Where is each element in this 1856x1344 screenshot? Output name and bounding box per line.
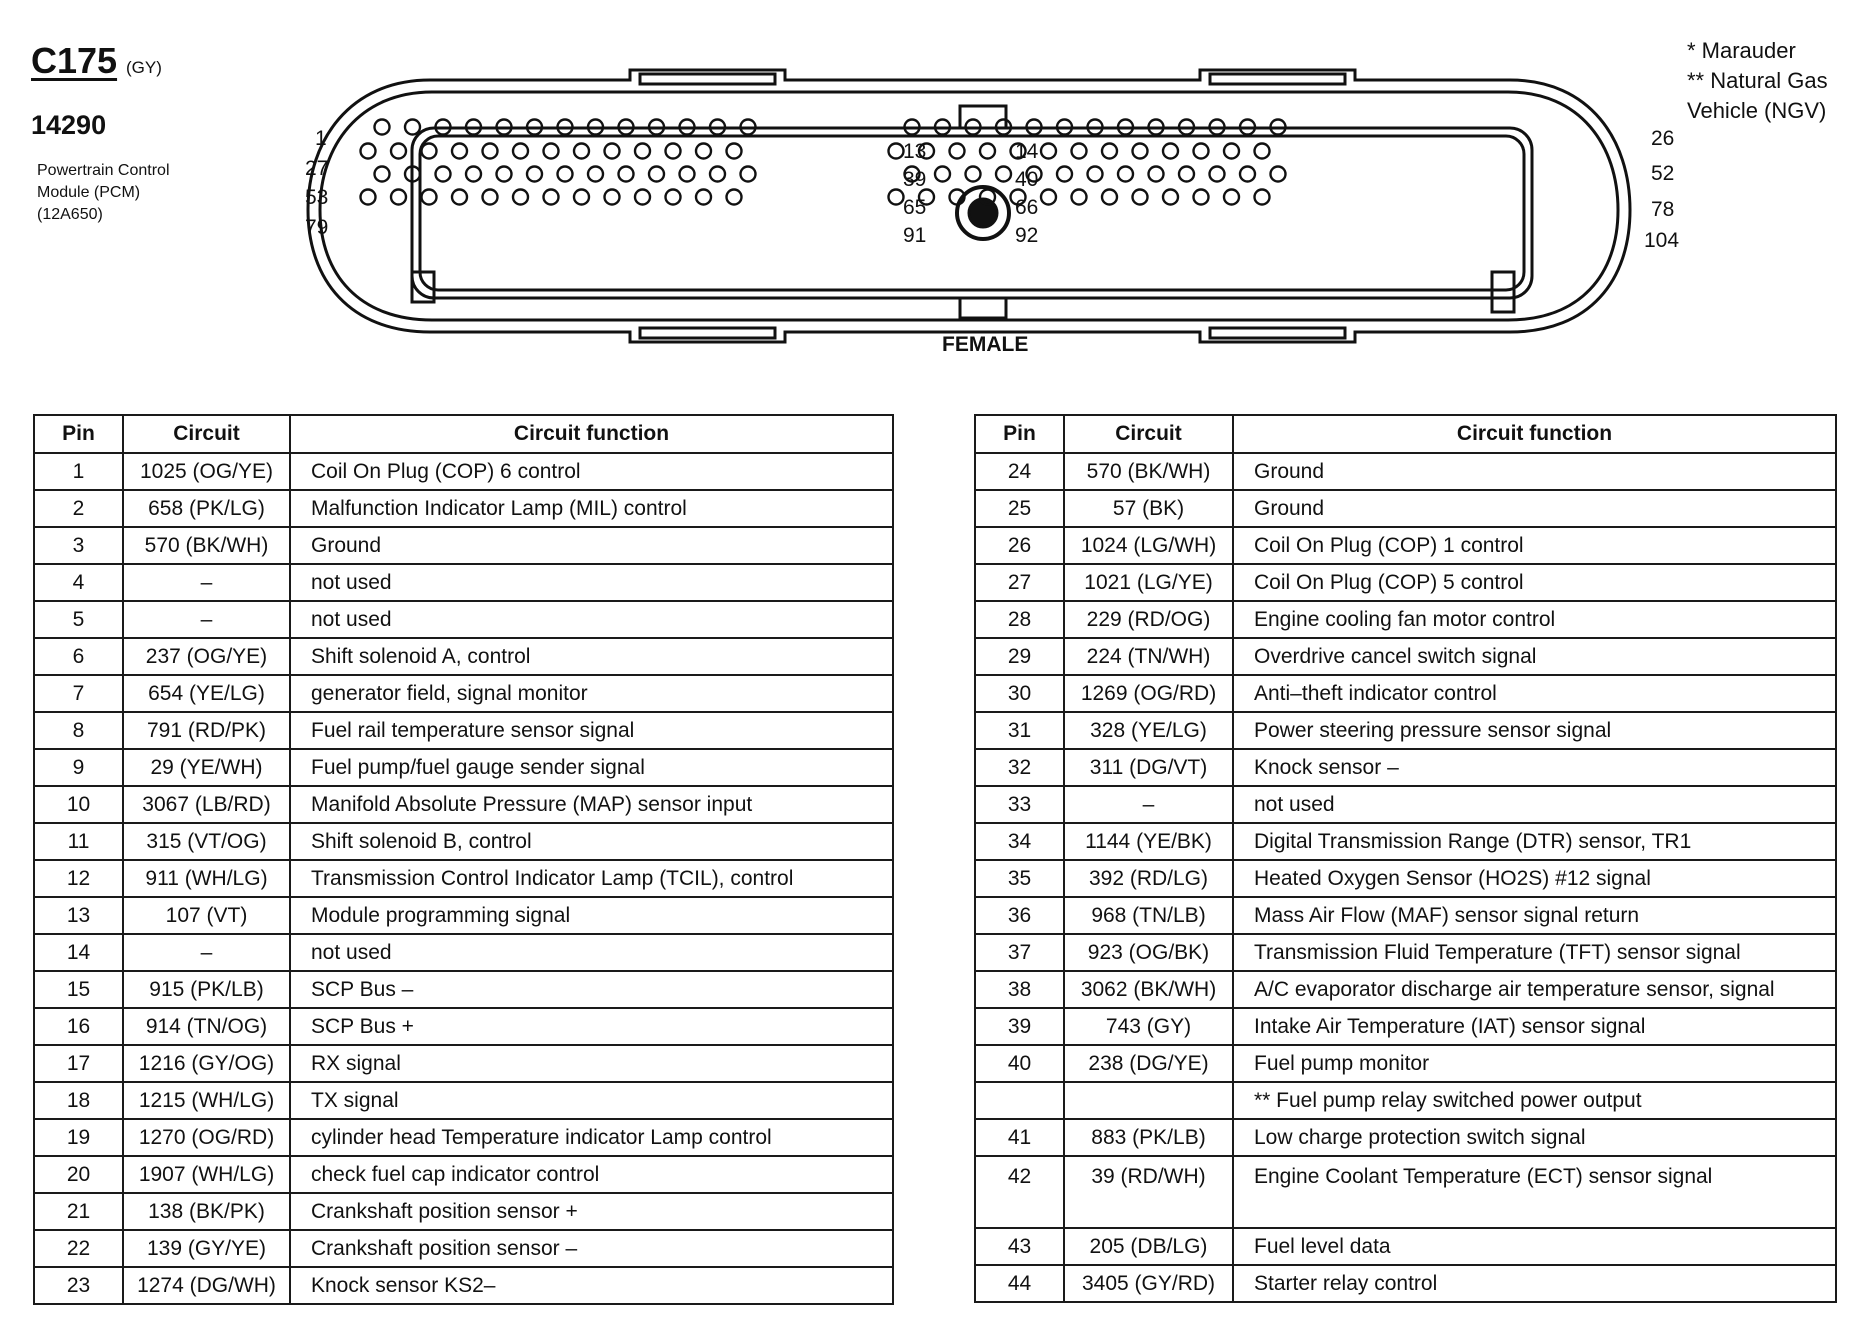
table-row (975, 934, 1836, 971)
circuit-cell: 238 (DG/YE) (1064, 1045, 1233, 1082)
circuit-cell: 1216 (GY/OG) (123, 1045, 290, 1082)
pin-cell: 5 (34, 601, 123, 638)
pin-cell: 29 (975, 638, 1064, 675)
circuit-cell: 658 (PK/LG) (123, 490, 290, 527)
table-row (34, 934, 893, 971)
table-row (975, 1008, 1836, 1045)
function-cell: A/C evaporator discharge air temperature sensor, signal (1233, 971, 1836, 1008)
function-cell: Coil On Plug (COP) 1 control (1233, 527, 1836, 564)
pin-cavity (1149, 167, 1164, 182)
pin-cavity (422, 144, 437, 159)
circuit-cell: 1025 (OG/YE) (123, 453, 290, 490)
pin-cavity (1088, 167, 1103, 182)
function-cell: Ground (1233, 453, 1836, 490)
circuit-cell: 328 (YE/LG) (1064, 712, 1233, 749)
pin-cavity (1041, 144, 1056, 159)
pin-cell: 4 (34, 564, 123, 601)
function-cell: ** Fuel pump relay switched power output (1233, 1082, 1836, 1119)
table-row (975, 638, 1836, 675)
header-circuit-function: Circuit function (1233, 415, 1836, 453)
pin-cell: 19 (34, 1119, 123, 1156)
function-cell: not used (290, 564, 893, 601)
function-cell: Knock sensor – (1233, 749, 1836, 786)
pin-label-52: 52 (1651, 162, 1675, 185)
pin-cell: 43 (975, 1228, 1064, 1265)
pin-cavities (361, 120, 1286, 205)
pin-cavity (1072, 144, 1087, 159)
function-cell: Fuel level data (1233, 1228, 1836, 1265)
connector-shell (308, 70, 1630, 342)
circuit-cell: 138 (BK/PK) (123, 1193, 290, 1230)
function-cell: Ground (1233, 490, 1836, 527)
table-row (975, 971, 1836, 1008)
pin-cavity (436, 167, 451, 182)
function-cell: Anti–theft indicator control (1233, 675, 1836, 712)
table-row (975, 897, 1836, 934)
table-row (975, 564, 1836, 601)
pin-label-78: 78 (1651, 198, 1675, 221)
table-row (34, 971, 893, 1008)
circuit-cell: 570 (BK/WH) (1064, 453, 1233, 490)
function-cell: Power steering pressure sensor signal (1233, 712, 1836, 749)
function-cell: Malfunction Indicator Lamp (MIL) control (290, 490, 893, 527)
circuit-cell: 139 (GY/YE) (123, 1230, 290, 1267)
pin-cavity (483, 144, 498, 159)
circuit-cell: – (1064, 786, 1233, 823)
pin-cavity (391, 144, 406, 159)
pin-cell: 27 (975, 564, 1064, 601)
function-cell: generator field, signal monitor (290, 675, 893, 712)
circuit-cell: 791 (RD/PK) (123, 712, 290, 749)
pin-cell: 24 (975, 453, 1064, 490)
pin-label-66: 66 (1015, 196, 1039, 219)
pin-label-92: 92 (1015, 224, 1039, 247)
pin-label-53: 53 (305, 186, 329, 209)
pin-cell: 7 (34, 675, 123, 712)
pin-cavity (574, 144, 589, 159)
table-row (975, 749, 1836, 786)
pin-cavity (452, 190, 467, 205)
function-cell: Mass Air Flow (MAF) sensor signal return (1233, 897, 1836, 934)
pin-cell: 17 (34, 1045, 123, 1082)
pin-cavity (1133, 190, 1148, 205)
table-row (34, 1045, 893, 1082)
pin-cell: 30 (975, 675, 1064, 712)
pin-cavity (889, 144, 904, 159)
pin-label-1: 1 (315, 127, 327, 150)
pin-cavity (966, 167, 981, 182)
function-cell: Transmission Control Indicator Lamp (TCIL), control (290, 860, 893, 897)
function-cell: Starter relay control (1233, 1265, 1836, 1302)
pin-cavity (405, 120, 420, 135)
table-row (34, 1156, 893, 1193)
connector-id: C175 (31, 40, 118, 81)
table-row (975, 712, 1836, 749)
circuit-cell: 237 (OG/YE) (123, 638, 290, 675)
table-row (975, 786, 1836, 823)
pin-label-104: 104 (1644, 229, 1680, 252)
function-cell: Coil On Plug (COP) 6 control (290, 453, 893, 490)
table-row (975, 1228, 1836, 1265)
pin-cavity (1041, 190, 1056, 205)
pin-cavity (666, 144, 681, 159)
header-circuit-function: Circuit function (290, 415, 893, 453)
circuit-cell: – (123, 564, 290, 601)
function-cell: Digital Transmission Range (DTR) sensor, TR1 (1233, 823, 1836, 860)
pin-cell: 42 (975, 1156, 1064, 1228)
function-cell: Module programming signal (290, 897, 893, 934)
pin-cell: 38 (975, 971, 1064, 1008)
table-row (975, 527, 1836, 564)
pin-label-65: 65 (903, 196, 927, 219)
table-row (34, 1193, 893, 1230)
pin-cell: 33 (975, 786, 1064, 823)
pin-label-13: 13 (903, 140, 927, 163)
pin-cell: 39 (975, 1008, 1064, 1045)
table-row (975, 1156, 1836, 1228)
pin-cell: 2 (34, 490, 123, 527)
circuit-cell: 911 (WH/LG) (123, 860, 290, 897)
circuit-cell: 654 (YE/LG) (123, 675, 290, 712)
function-cell: not used (1233, 786, 1836, 823)
pin-cavity (980, 144, 995, 159)
circuit-cell: 3062 (BK/WH) (1064, 971, 1233, 1008)
header-circuit: Circuit (123, 415, 290, 453)
pin-cavity (375, 120, 390, 135)
pin-cavity (375, 167, 390, 182)
circuit-cell: 39 (RD/WH) (1064, 1156, 1233, 1228)
table-row (34, 1230, 893, 1267)
header-pin: Pin (34, 415, 123, 453)
pin-cell: 35 (975, 860, 1064, 897)
function-cell: Fuel rail temperature sensor signal (290, 712, 893, 749)
table-row (34, 712, 893, 749)
circuit-cell: 923 (OG/BK) (1064, 934, 1233, 971)
pin-label-40: 40 (1015, 168, 1039, 191)
table-row (975, 601, 1836, 638)
pin-table-right (974, 414, 1837, 1303)
pin-cavity (1102, 190, 1117, 205)
function-cell: Overdrive cancel switch signal (1233, 638, 1836, 675)
table-row (34, 453, 893, 490)
pin-cell: 26 (975, 527, 1064, 564)
pin-cavity (727, 190, 742, 205)
pin-cell: 1 (34, 453, 123, 490)
function-cell: not used (290, 601, 893, 638)
pin-cavity (635, 144, 650, 159)
pin-cavity (574, 190, 589, 205)
pin-cavity (544, 190, 559, 205)
table-row (34, 1119, 893, 1156)
pin-cell: 10 (34, 786, 123, 823)
circuit-cell: 1269 (OG/RD) (1064, 675, 1233, 712)
pin-cavity (1133, 144, 1148, 159)
pin-cell: 12 (34, 860, 123, 897)
function-cell: Fuel pump/fuel gauge sender signal (290, 749, 893, 786)
pin-cell: 32 (975, 749, 1064, 786)
circuit-cell: 392 (RD/LG) (1064, 860, 1233, 897)
pin-cell: 36 (975, 897, 1064, 934)
circuit-cell: 229 (RD/OG) (1064, 601, 1233, 638)
function-cell: Crankshaft position sensor – (290, 1230, 893, 1267)
pin-label-79: 79 (305, 216, 329, 239)
function-cell: check fuel cap indicator control (290, 1156, 893, 1193)
pin-cavity (588, 167, 603, 182)
pin-label-27: 27 (305, 157, 329, 180)
pin-cavity (1240, 167, 1255, 182)
pin-cavity (1255, 190, 1270, 205)
function-cell: Transmission Fluid Temperature (TFT) sensor signal (1233, 934, 1836, 971)
function-cell: Heated Oxygen Sensor (HO2S) #12 signal (1233, 860, 1836, 897)
table-row (34, 1008, 893, 1045)
pin-cavity (422, 190, 437, 205)
pin-cavity (1194, 144, 1209, 159)
pin-cavity (635, 190, 650, 205)
pin-cell: 18 (34, 1082, 123, 1119)
pin-cell: 14 (34, 934, 123, 971)
circuit-cell: 1215 (WH/LG) (123, 1082, 290, 1119)
function-cell: SCP Bus – (290, 971, 893, 1008)
pin-cell: 9 (34, 749, 123, 786)
circuit-cell: 107 (VT) (123, 897, 290, 934)
pin-cell: 15 (34, 971, 123, 1008)
table-row (34, 897, 893, 934)
pin-cavity (513, 144, 528, 159)
table-row (34, 675, 893, 712)
circuit-cell: 1144 (YE/BK) (1064, 823, 1233, 860)
pin-cell: 34 (975, 823, 1064, 860)
circuit-cell: 1270 (OG/RD) (123, 1119, 290, 1156)
pin-cavity (649, 167, 664, 182)
header-pin: Pin (975, 415, 1064, 453)
circuit-cell: 224 (TN/WH) (1064, 638, 1233, 675)
pin-cavity (950, 144, 965, 159)
table-row (34, 601, 893, 638)
circuit-cell: 1274 (DG/WH) (123, 1267, 290, 1304)
pin-cavity (1224, 144, 1239, 159)
pin-cavity (741, 167, 756, 182)
pin-cell: 44 (975, 1265, 1064, 1302)
table-row (975, 1082, 1836, 1119)
pin-cavity (1057, 167, 1072, 182)
pin-cell: 25 (975, 490, 1064, 527)
pin-cell (975, 1082, 1064, 1119)
connector-color: (GY) (126, 58, 162, 77)
table-row (975, 823, 1836, 860)
function-cell: Shift solenoid A, control (290, 638, 893, 675)
description-line: Powertrain Control (37, 162, 170, 179)
function-cell: Low charge protection switch signal (1233, 1119, 1836, 1156)
module-description (37, 160, 170, 226)
table-row (975, 1265, 1836, 1302)
circuit-cell: 1021 (LG/YE) (1064, 564, 1233, 601)
pin-cavity (1271, 167, 1286, 182)
pin-cavity (1072, 190, 1087, 205)
pin-cell: 28 (975, 601, 1064, 638)
circuit-cell: 883 (PK/LB) (1064, 1119, 1233, 1156)
function-cell: Fuel pump monitor (1233, 1045, 1836, 1082)
pin-cell: 23 (34, 1267, 123, 1304)
pin-cell: 37 (975, 934, 1064, 971)
pin-cell: 8 (34, 712, 123, 749)
circuit-cell: 1024 (LG/WH) (1064, 527, 1233, 564)
circuit-cell: 915 (PK/LB) (123, 971, 290, 1008)
pin-cavity (1255, 144, 1270, 159)
footnotes (1687, 36, 1828, 126)
function-cell: not used (290, 934, 893, 971)
circuit-cell: 1907 (WH/LG) (123, 1156, 290, 1193)
pin-cavity (666, 190, 681, 205)
circuit-cell: 315 (VT/OG) (123, 823, 290, 860)
table-row (975, 860, 1836, 897)
function-cell: Engine Coolant Temperature (ECT) sensor signal (1233, 1156, 1836, 1228)
table-row (34, 860, 893, 897)
table-row (975, 1045, 1836, 1082)
pin-cavity (605, 144, 620, 159)
table-row (34, 1267, 893, 1304)
connector-view-label: FEMALE (942, 333, 1029, 356)
table-row (34, 786, 893, 823)
circuit-cell: – (123, 601, 290, 638)
pin-cavity (619, 167, 634, 182)
table-row (975, 453, 1836, 490)
pin-cavity (1179, 167, 1194, 182)
pin-cell: 16 (34, 1008, 123, 1045)
circuit-cell: 3067 (LB/RD) (123, 786, 290, 823)
function-cell: Crankshaft position sensor + (290, 1193, 893, 1230)
pin-cavity (513, 190, 528, 205)
pin-cavity (680, 167, 695, 182)
circuit-cell: 968 (TN/LB) (1064, 897, 1233, 934)
pin-cavity (696, 190, 711, 205)
pin-label-14: 14 (1015, 140, 1039, 163)
pin-label-39: 39 (903, 168, 927, 191)
note-ngv: Vehicle (NGV) (1687, 98, 1827, 123)
function-cell: cylinder head Temperature indicator Lamp control (290, 1119, 893, 1156)
pin-cavity (696, 144, 711, 159)
function-cell: Shift solenoid B, control (290, 823, 893, 860)
pin-cavity (1118, 167, 1133, 182)
pin-cavity (361, 144, 376, 159)
pin-cavity (1163, 190, 1178, 205)
pin-cavity (889, 190, 904, 205)
pin-cavity (483, 190, 498, 205)
circuit-cell: 57 (BK) (1064, 490, 1233, 527)
pin-cell: 21 (34, 1193, 123, 1230)
pin-cavity (996, 167, 1011, 182)
pin-cell: 11 (34, 823, 123, 860)
function-cell: Coil On Plug (COP) 5 control (1233, 564, 1836, 601)
pin-cell: 6 (34, 638, 123, 675)
pin-cavity (1102, 144, 1117, 159)
function-cell: TX signal (290, 1082, 893, 1119)
pin-cavity (710, 167, 725, 182)
pin-table-left (33, 414, 894, 1305)
table-row (34, 638, 893, 675)
function-cell: Knock sensor KS2– (290, 1267, 893, 1304)
table-row (34, 749, 893, 786)
pin-cavity (391, 190, 406, 205)
pin-cavity (527, 167, 542, 182)
table-row (34, 1082, 893, 1119)
table-row (34, 527, 893, 564)
note-natural-gas: ** Natural Gas (1687, 68, 1828, 93)
pin-cavity (497, 167, 512, 182)
pin-cavity (605, 190, 620, 205)
function-cell: SCP Bus + (290, 1008, 893, 1045)
table-row (975, 490, 1836, 527)
pin-cavity (1210, 167, 1225, 182)
pin-cell: 41 (975, 1119, 1064, 1156)
function-cell: RX signal (290, 1045, 893, 1082)
pin-cell: 13 (34, 897, 123, 934)
function-cell: Manifold Absolute Pressure (MAP) sensor input (290, 786, 893, 823)
circuit-cell: 311 (DG/VT) (1064, 749, 1233, 786)
function-cell: Ground (290, 527, 893, 564)
table-row (34, 823, 893, 860)
header-circuit: Circuit (1064, 415, 1233, 453)
circuit-cell: 743 (GY) (1064, 1008, 1233, 1045)
pin-cavity (727, 144, 742, 159)
pin-cavity (361, 190, 376, 205)
function-cell: Intake Air Temperature (IAT) sensor signal (1233, 1008, 1836, 1045)
pin-cell: 31 (975, 712, 1064, 749)
pin-cell: 22 (34, 1230, 123, 1267)
pin-cell: 40 (975, 1045, 1064, 1082)
pin-label-26: 26 (1651, 127, 1675, 150)
note-marauder: * Marauder (1687, 38, 1796, 63)
pin-cell: 20 (34, 1156, 123, 1193)
pin-cavity (466, 167, 481, 182)
table-row (34, 490, 893, 527)
circuit-cell: 914 (TN/OG) (123, 1008, 290, 1045)
connector-face-diagram (300, 50, 1640, 350)
table-row (34, 564, 893, 601)
description-line: Module (PCM) (37, 184, 141, 201)
pin-cavity (1224, 190, 1239, 205)
circuit-cell: 570 (BK/WH) (123, 527, 290, 564)
pin-cavity (1194, 190, 1209, 205)
pin-cavity (935, 167, 950, 182)
circuit-cell (1064, 1082, 1233, 1119)
pin-label-91: 91 (903, 224, 927, 247)
circuit-cell: – (123, 934, 290, 971)
pin-cavity (452, 144, 467, 159)
table-header-row (975, 415, 1836, 453)
description-line: (12A650) (37, 206, 103, 223)
part-number: 14290 (31, 110, 107, 140)
circuit-cell: 3405 (GY/RD) (1064, 1265, 1233, 1302)
table-row (975, 1119, 1836, 1156)
table-row (975, 675, 1836, 712)
pin-cavity (1163, 144, 1178, 159)
pin-cell: 3 (34, 527, 123, 564)
table-header-row (34, 415, 893, 453)
pin-cavity (558, 167, 573, 182)
circuit-cell: 205 (DB/LG) (1064, 1228, 1233, 1265)
pin-cavity (544, 144, 559, 159)
function-cell: Engine cooling fan motor control (1233, 601, 1836, 638)
circuit-cell: 29 (YE/WH) (123, 749, 290, 786)
